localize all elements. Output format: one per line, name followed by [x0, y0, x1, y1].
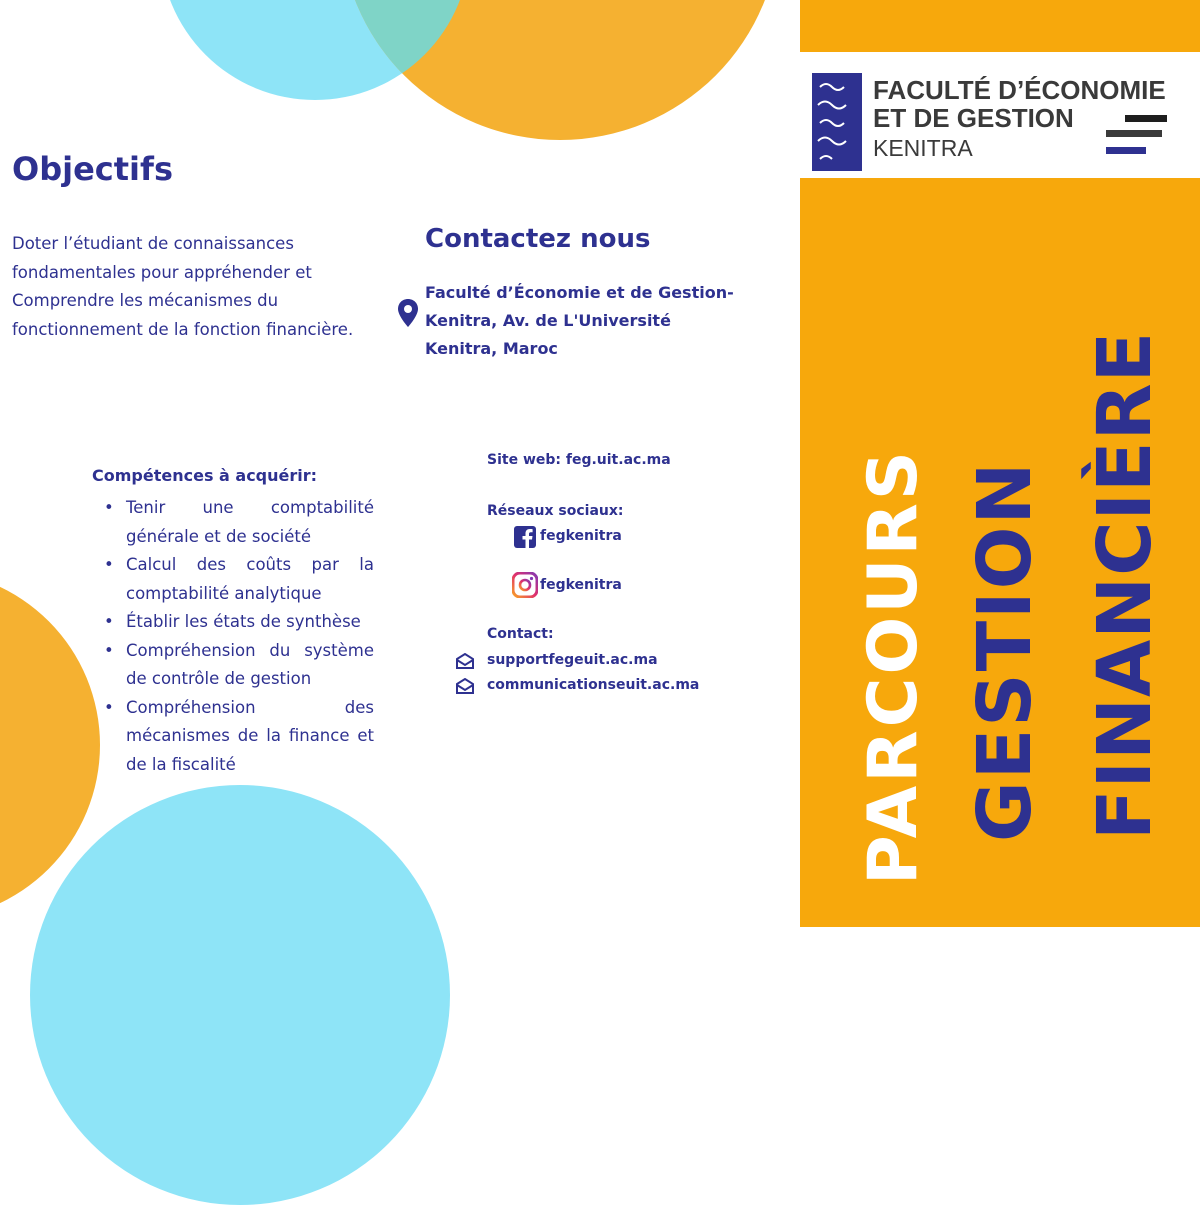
logo-title-line1: FACULTÉ D’ÉCONOMIE — [873, 75, 1166, 105]
list-item: • Compréhension des mécanismes de la finance et de la fiscalité — [100, 694, 374, 780]
faculty-logo-icon — [812, 73, 862, 171]
logo-title-line2: ET DE GESTION — [873, 103, 1074, 133]
cover-title-financiere: FINANCIÈRE — [1082, 330, 1168, 840]
address-block — [425, 279, 734, 363]
instagram-icon[interactable] — [512, 572, 538, 602]
email-communications[interactable]: communicationseuit.ac.ma — [487, 677, 700, 693]
list-item: • Compréhension du système de contrôle de gestion — [100, 637, 374, 694]
facebook-handle[interactable]: fegkenitra — [540, 528, 622, 544]
envelope-icon — [456, 678, 474, 698]
list-item: • Établir les états de synthèse — [100, 608, 374, 637]
competences-heading: Compétences à acquérir: — [92, 466, 318, 485]
contact-heading: Contactez nous — [425, 224, 651, 254]
logo-bar — [1106, 147, 1146, 154]
instagram-handle[interactable]: fegkenitra — [540, 577, 622, 593]
decorative-overlap-top — [340, 0, 780, 140]
list-item: • Calcul des coûts par la comptabilité analytique — [100, 551, 374, 608]
competences-list — [100, 494, 374, 779]
website-link[interactable]: Site web: feg.uit.ac.ma — [487, 452, 671, 468]
logo-city: KENITRA — [873, 135, 973, 161]
location-pin-icon — [397, 298, 419, 332]
contact-label: Contact: — [487, 626, 554, 642]
list-item: • Tenir une comptabilité générale et de société — [100, 494, 374, 551]
cover-title-gestion: GESTION — [962, 460, 1048, 842]
cover-title-parcours: PARCOURS — [854, 448, 933, 885]
objectifs-paragraph: Doter l’étudiant de connaissances fondamentales pour appréhender et Comprendre les mécanismes du fonctionnement de la fonction financière. — [12, 234, 354, 339]
social-label: Réseaux sociaux: — [487, 503, 624, 519]
facebook-icon[interactable] — [514, 526, 536, 552]
envelope-icon — [456, 653, 474, 673]
objectifs-heading: Objectifs — [12, 150, 173, 188]
address-line: Kenitra, Maroc — [425, 339, 558, 358]
email-support[interactable]: supportfegeuit.ac.ma — [487, 652, 658, 668]
address-line: Faculté d’Économie et de Gestion- — [425, 283, 734, 302]
decorative-overlap-bottom — [0, 570, 100, 920]
logo-bar — [1106, 130, 1162, 137]
address-line: Kenitra, Av. de L'Université — [425, 311, 671, 330]
logo-bar — [1125, 115, 1167, 122]
